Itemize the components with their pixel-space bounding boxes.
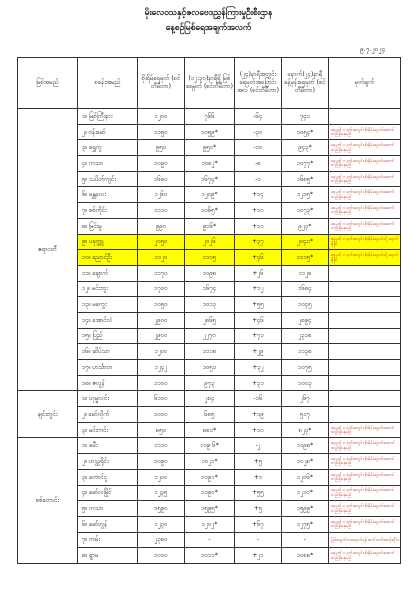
current-level: ၁၁၉၀* (185, 485, 235, 501)
station-name: ၉။ ပခုက္ကူ (78, 234, 138, 250)
warning-level: ၁၂၀၀ (138, 344, 185, 360)
river-level-table (17, 57, 401, 564)
station-name: ၄။ ကသာ (78, 156, 138, 172)
warning-level: ၂၉၀၀ (138, 328, 185, 344)
level-change: -၁ (235, 171, 282, 187)
remark: ရေမှတ် ၁ ရက်အတွင်း စိုးရိမ်ရေမှတ်အထက် တည်ရှိနေမည် (329, 501, 401, 517)
station-name: ၁။ မြစ်ကြီးနား (78, 109, 138, 125)
warning-level: ၁၂၄၂ (138, 360, 185, 376)
forecast-level: ၈၂၃* (282, 422, 329, 438)
remark (329, 328, 401, 344)
level-change: +၆၇ (235, 516, 282, 532)
station-name: ၃။ တောင်ငူ (78, 469, 138, 485)
level-change: +၂၆ (235, 265, 282, 281)
table-header-row (18, 58, 401, 109)
level-change: -၂ (235, 438, 282, 454)
remark: ရေမှတ် ၁ ရက်အတွင်း စိုးရိမ်ရေမှတ်သို့ ရောက်ရှိနိုင် (329, 234, 401, 250)
remark: ရေမှတ် ၁ ရက်အတွင်း စိုးရိမ်ရေမှတ်အောက် တည်ရှိနေမည် (329, 140, 401, 156)
station-name: ၁၅။ ပြည် (78, 328, 138, 344)
warning-level: ၁၁၂၀ (138, 250, 185, 266)
forecast-level: ၁၀၇၇* (282, 156, 329, 172)
current-level: ၂၈၄ (185, 391, 235, 407)
current-level: ၁၀၅၉* (185, 124, 235, 140)
forecast-level: ၁၅၉၉* (282, 501, 329, 517)
remark (329, 297, 401, 313)
warning-level: ၁၂၀၀ (138, 469, 185, 485)
remark (329, 265, 401, 281)
column-header: (၂၄)နာရီအတွင်း ရေမှတ်အပြောင်း အလဲ (စင်တီမီတာ) (235, 58, 282, 109)
remark: ရေမှတ် ၁ ရက်အတွင်း စိုးရိမ်ရေမှတ်အောက် တည်ရှိနေမည် (329, 171, 401, 187)
remark: ရေမှတ် ၁ ရက်အတွင်း စိုးရိမ်ရေမှတ်အောက် တည်ရှိနေမည် (329, 469, 401, 485)
forecast-level: ၂၈၉၄ (282, 312, 329, 328)
level-change: +၅ (235, 454, 282, 470)
current-level: ၂၂၇၀ (185, 328, 235, 344)
warning-level: ၂၉၀၀ (138, 312, 185, 328)
forecast-level: ၁၆၈၅* (282, 171, 329, 187)
level-change: +၁၁ (235, 218, 282, 234)
station-name: ၄။ မော်လမြိုင် (78, 485, 138, 501)
warning-level: ၁၆၈၀ (138, 171, 185, 187)
level-change: +၃၇ (235, 234, 282, 250)
remark (329, 344, 401, 360)
column-header: (၁၂:၃၀)နာရီရှိ မြစ်ရေမှတ် (စင်တီမီတာ) (185, 58, 235, 109)
level-change: +၁၄ (235, 187, 282, 203)
remark: ရေမှတ် ၁ ရက်အတွင်း စိုးရိမ်ရေမှတ်အောက် တည်ရှိနေမည် (329, 454, 401, 470)
warning-level: ၁၂၆၀ (138, 187, 185, 203)
forecast-level: - (282, 532, 329, 548)
current-level: ၂၈၆၅ (185, 312, 235, 328)
forecast-level: ၂၆၇ (282, 391, 329, 407)
warning-level: ၁၁၀၀ (138, 375, 185, 391)
table-row (18, 109, 401, 125)
station-name: ၁၂။ မင်းဘူး (78, 281, 138, 297)
warning-level: ၁၂၀၀ (138, 109, 185, 125)
warning-level: ၈၅၀ (138, 422, 185, 438)
remark: ရေမှတ် ၁ ရက်အတွင်း စိုးရိမ်ရေမှတ်အောက် တည်ရှိနေမည် (329, 124, 401, 140)
forecast-level: ၂၃၁၈ (282, 328, 329, 344)
report-title: နေ့စဉ်မြစ်ရေအချက်အလက် (165, 23, 252, 33)
level-change: -၆၄ (235, 109, 282, 125)
remark: ရေမှတ် ၁ ရက်အတွင်း စိုးရိမ်ရေမှတ်အထက် တည်ရှိနေမည် (329, 516, 401, 532)
remark (329, 391, 401, 407)
current-level: ၂၀၂၆ (185, 234, 235, 250)
forecast-level: ၁၁၁၅* (282, 250, 329, 266)
remark: ရေမှတ် ၁ ရက်အတွင်း စိုးရိမ်ရေမှတ်အောက် တည်ရှိနေမည် (329, 203, 401, 219)
current-level: - (185, 532, 235, 548)
remark: ရေမှတ် ၁ ရက်အတွင်း စိုးရိမ်ရေမှတ်အထက် တည်ရှိနေမည် (329, 438, 401, 454)
station-name: ၃။ မင်းကင်း (78, 422, 138, 438)
remark: ရေမှတ် ၁ ရက်အတွင်း စိုးရိမ်ရေမှတ်အောက် တည်ရှိနေမည် (329, 187, 401, 203)
current-level: ၁၀၅၁ (185, 360, 235, 376)
station-name: ၁။ ဟုမ္မလင်း (78, 391, 138, 407)
station-name: ၇။ ကမ်း (78, 532, 138, 548)
remark (329, 407, 401, 423)
level-change: -၁၆ (235, 391, 282, 407)
station-name: ၁၆။ ဆိပ်သာ (78, 344, 138, 360)
forecast-level: ၁၀၅၄* (282, 124, 329, 140)
warning-level: ၁၁၇၀ (138, 265, 185, 281)
warning-level: ၂၀၅၀ (138, 234, 185, 250)
forecast-level: ၁၀၄၅ (282, 297, 329, 313)
forecast-level: ၁၀၂၈* (282, 454, 329, 470)
level-change: +၃၂ (235, 360, 282, 376)
remark: ရေမှတ် ၁ ရက်အတွင်း စိုးရိမ်ရေမှတ်အောက် တည်ရှိနေမည် (329, 422, 401, 438)
level-change: +၂၁ (235, 548, 282, 564)
warning-level: ၁၂၃၅ (138, 485, 185, 501)
remark: ရေမှတ် ၁ ရက်အတွင်း စိုးရိမ်ရေမှတ်အောက် တည်ရှိနေမည် (329, 218, 401, 234)
level-change: +၅ (235, 501, 282, 517)
remark: ရေမှတ် ၁ ရက်အတွင်း စိုးရိမ်ရေမှတ်သို့ ရောက်ရှိနိုင် (329, 250, 401, 266)
station-name: ၈။ ရွာမ (78, 548, 138, 564)
river-name: ဧရာဝတီ (18, 109, 78, 391)
current-level: ၁၆၇၄ (185, 281, 235, 297)
remark (329, 109, 401, 125)
table-body (18, 109, 401, 564)
table-row (18, 438, 401, 454)
remark (329, 375, 401, 391)
column-header: စခန်းအမည် (78, 58, 138, 109)
station-name: ၆။ မော်တွန် (78, 516, 138, 532)
warning-level: ၁၀၉၀ (138, 454, 185, 470)
forecast-level: ၉၄၃* (282, 140, 329, 156)
warning-level: ၁၀၀၀ (138, 548, 185, 564)
current-level: ၁၀၈၂* (185, 156, 235, 172)
forecast-level: ၅၁၇ (282, 407, 329, 423)
current-level: ၁၀၉၈ (185, 265, 235, 281)
warning-level: ၁၀၀၀ (138, 407, 185, 423)
river-name: စစ်တောင်း (18, 438, 78, 564)
station-name: ၂။ ဟသ္တရိုင်း (78, 454, 138, 470)
remark: ရေမှတ် ၁ ရက်အတွင်း စိုးရိမ်ရေမှတ်အထက် တည်ရှိနေမည် (329, 548, 401, 564)
remark: မြစ်ရေမှတ်လာရောက်ရန် ဆက်လက်စောင့်ဆိုင်း (329, 532, 401, 548)
forecast-level: ၂၀၄၁* (282, 234, 329, 250)
level-change: -၁၀ (235, 140, 282, 156)
table-row (18, 391, 401, 407)
station-name: ၅။ ကသာ (78, 501, 138, 517)
current-level: ၉၅၀* (185, 140, 235, 156)
level-change: +၄၆ (235, 250, 282, 266)
forecast-level: ၁၁၃၈ (282, 344, 329, 360)
warning-level: ၁၂၃၀ (138, 516, 185, 532)
forecast-level: ၇၄၁ (282, 109, 329, 125)
current-level: ၁၂၀၂* (185, 516, 235, 532)
warning-level: ၁၀၅၀ (138, 297, 185, 313)
forecast-level: ၁၁၂၈ (282, 265, 329, 281)
column-header: စိုးရိမ်ရေမှတ် (စင်တီမီတာ) (138, 58, 185, 109)
current-level: ၁၀၂၁* (185, 454, 235, 470)
station-name: ၆။ မန္တလေး (78, 187, 138, 203)
remark (329, 312, 401, 328)
station-name: ၃။ ရွှေကူ (78, 140, 138, 156)
station-name: ၅။ သပိတ်ကျင်း (78, 171, 138, 187)
forecast-level: ၁၂၇၅* (282, 516, 329, 532)
remark (329, 360, 401, 376)
level-change: -၃၀ (235, 124, 282, 140)
current-level: ၇၆၆ (185, 109, 235, 125)
current-level: ၁၅၉၅* (185, 501, 235, 517)
warning-level: ၉၉၀ (138, 218, 185, 234)
level-change: +၁၀ (235, 422, 282, 438)
forecast-level: ၁၆၈၄ (282, 281, 329, 297)
current-level: ၁၁၉၁* (185, 469, 235, 485)
remark: ရေမှတ် ၁ ရက်အတွင်း စိုးရိမ်ရေမှတ်အောက် တည်ရှိနေမည် (329, 485, 401, 501)
forecast-level: ၁၀၈၈* (282, 548, 329, 564)
warning-level: ၁၇၀၀ (138, 281, 185, 297)
forecast-level: ၁၀၀၃ (282, 375, 329, 391)
level-change: +၁ (235, 469, 282, 485)
warning-level: ၁၀၉၀ (138, 156, 185, 172)
forecast-level: ၁၁၉၈* (282, 438, 329, 454)
current-level: ၁၀၁၃ (185, 297, 235, 313)
level-change: +၅၅ (235, 485, 282, 501)
warning-level: ၁၅၉၀ (138, 501, 185, 517)
forecast-level: ၁၂၀၆* (282, 469, 329, 485)
level-change: +၂၉ (235, 344, 282, 360)
current-level: ၈၈၁* (185, 422, 235, 438)
department-title: မိုးလေဝသနှင့်ဇလဗေဒညွှန်ကြားမှုဦးစီးဌာန (144, 8, 273, 18)
current-level: ၁၀၆၅* (185, 203, 235, 219)
warning-level: ၂၃၈၀ (138, 532, 185, 548)
current-level: ၁၁၉ ၆* (185, 438, 235, 454)
station-name: ၁၈။ ဇလွန် (78, 375, 138, 391)
level-change: +၅၅ (235, 297, 282, 313)
forecast-level: ၁၂၁၀* (282, 485, 329, 501)
current-level: ၁၀၁၁* (185, 548, 235, 564)
station-name: ၁၄။ အောင်လံ (78, 312, 138, 328)
station-name: ၁။ ခမီး (78, 438, 138, 454)
level-change: +၇၁ (235, 328, 282, 344)
station-name: ၇။ စစ်ကိုင်း (78, 203, 138, 219)
current-level: ၁၁၀၅ (185, 250, 235, 266)
warning-level: ၆၁၀၀ (138, 391, 185, 407)
current-level: ၁၆၇၄* (185, 171, 235, 187)
warning-level: ၁၁၁၀ (138, 203, 185, 219)
warning-level: ၁၁၅၀ (138, 124, 185, 140)
station-name: ၁၁။ ချောက် (78, 265, 138, 281)
report-date: ၉.၇.၂၀၂၄ (359, 45, 385, 53)
forecast-level: ၁၂၁၅* (282, 187, 329, 203)
level-change: +၄၆ (235, 312, 282, 328)
current-level: ၁၂၀၉* (185, 187, 235, 203)
current-level: ၉၁၆* (185, 218, 235, 234)
current-level: ၆၈၅ (185, 407, 235, 423)
station-name: ၁၃။ မကွေး (78, 297, 138, 313)
current-level: ၉၇၃ (185, 375, 235, 391)
forecast-level: ၁၀၇၃* (282, 203, 329, 219)
column-header: မှတ်ချက် (329, 58, 401, 109)
level-change: +၁၉ (235, 407, 282, 423)
remark (329, 281, 401, 297)
level-change: - (235, 532, 282, 548)
level-change: +၁၀ (235, 203, 282, 219)
level-change: -၈ (235, 156, 282, 172)
station-name: ၈။ မြင်းမူ (78, 218, 138, 234)
current-level: ၁၁၁၈ (185, 344, 235, 360)
warning-level: ၁၁၁၀ (138, 438, 185, 454)
remark: ရေမှတ် ၁ ရက်အတွင်း စိုးရိမ်ရေမှတ်အောက် တည်ရှိနေမည် (329, 156, 401, 172)
river-name: ချင်းတွင်း (18, 391, 78, 438)
column-header: မြစ်အမည် (18, 58, 78, 109)
station-name: ၁၇။ ဟင်္သာတ (78, 360, 138, 376)
level-change: +၁၂ (235, 281, 282, 297)
station-name: ၂။ မော်လိုက် (78, 407, 138, 423)
forecast-level: ၁၀၇၅ (282, 360, 329, 376)
warning-level: ၉၅၀ (138, 140, 185, 156)
column-header: နောက်(၂၄)နာရီ ခန့်မှန်းရေမှတ် (စင်တီမီတာ) (282, 58, 329, 109)
station-name: ၂။ ဗန်းမော် (78, 124, 138, 140)
forecast-level: ၉၂၃* (282, 218, 329, 234)
level-change: +၃၁ (235, 375, 282, 391)
station-name: ၁၀။ ညောင်ဦး (78, 250, 138, 266)
